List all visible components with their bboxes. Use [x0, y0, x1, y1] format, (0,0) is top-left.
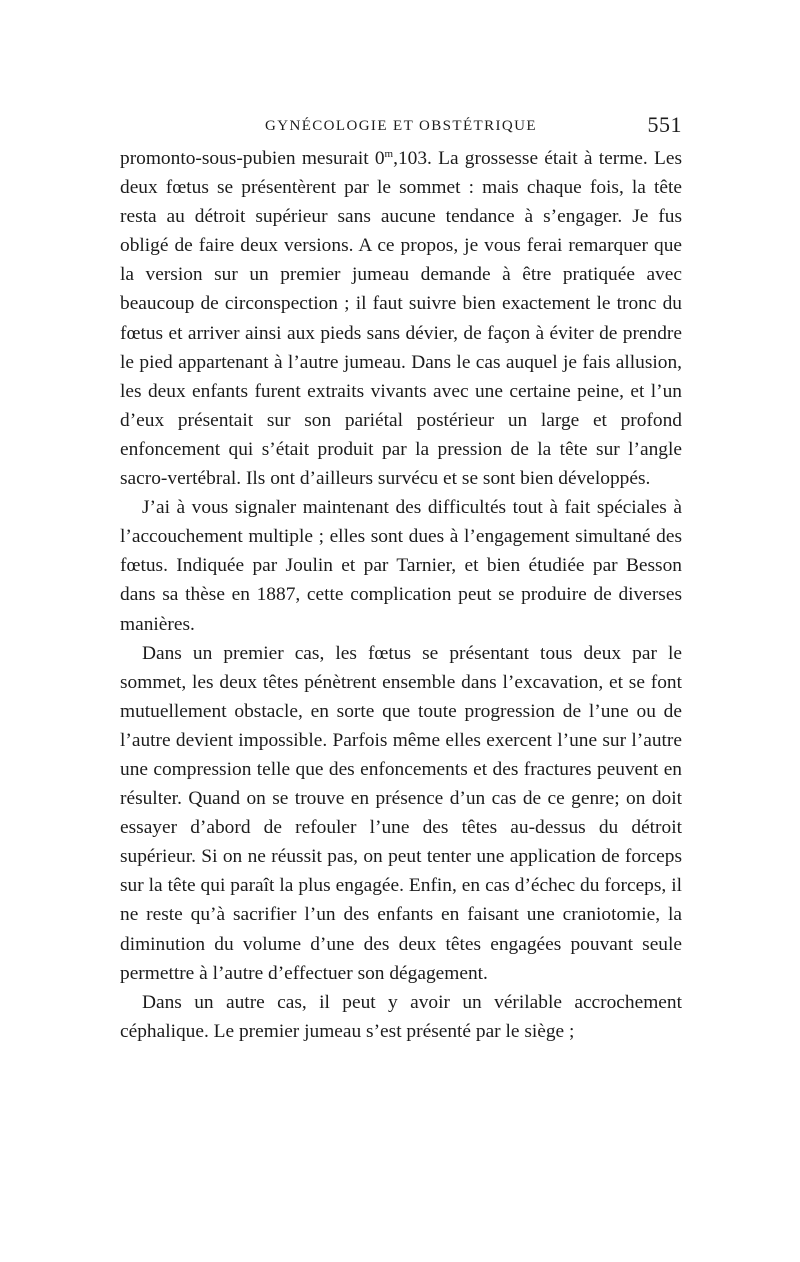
page-number: 551 — [647, 112, 682, 137]
running-header — [120, 112, 682, 142]
body-text — [120, 144, 682, 1046]
paragraph-2: J’ai à vous signaler maintenant des difficultés tout à fait spéciales à l’accouchement multiple ; elles sont dues à l’engagement simultané des fœtus. Indiquée par Joulin et par Tarnier, et bien étudiée par Besson dans sa thèse en 1887, cette complication peut se produire de diverses manières. — [120, 497, 682, 635]
paragraph-1 — [120, 144, 682, 493]
meter-superscript: m — [384, 148, 394, 160]
paragraph-4: Dans un autre cas, il peut y avoir un vérilable accrochement céphalique. Le premier jumeau s’est présenté par le siège ; — [120, 991, 682, 1042]
header-title: GYNÉCOLOGIE ET OBSTÉTRIQUE — [265, 118, 537, 134]
paragraph-3: Dans un premier cas, les fœtus se présentant tous deux par le sommet, les deux têtes pénètrent ensemble dans l’excavation, et se font mutuellement obstacle, en sorte que toute progression de l’une ou de l’autre devient impossible. Parfois même elles exercent l’une sur l’autre une compression telle que des enfoncements et des fractures peuvent en résulter. Quand on se trouve en présence d’un cas de ce genre; on doit essayer d’abord de refouler l’une des têtes au-dessus du détroit supérieur. Si on ne réussit pas, on peut tenter une application de forceps sur la tête qui paraît la plus engagée. Enfin, en cas d’échec du forceps, il ne reste qu’à sacrifier l’un des enfants en faisant une craniotomie, la diminution du volume d’une des deux têtes engagées pouvant seule permettre à l’autre d’effectuer son dégagement. — [120, 642, 682, 984]
paragraph-1-start: promonto-sous-pubien mesurait 0 — [120, 148, 385, 169]
paragraph-1-rest: ,103. La grossesse était à terme. Les deux fœtus se présentèrent par le sommet : mais chaque fois, la tête resta au détroit supérieur sans aucune tendance à s’engager. Je fus obligé de faire deux versions. A ce propos, je vous ferai remarquer que la version sur un premier jumeau demande à être pratiquée avec beaucoup de circonspection ; il faut suivre bien exactement le tronc du fœtus et arriver ainsi aux pieds sans dévier, de façon à éviter de prendre le pied appartenant à l’autre jumeau. Dans le cas auquel je fais allusion, les deux enfants furent extraits vivants avec une certaine peine, et l’un d’eux présentait sur son pariétal postérieur un large et profond enfoncement qui s’était produit par la pression de la tête sur l’angle sacro-vertébral. Ils ont d’ailleurs survécu et se sont bien développés. — [120, 148, 682, 490]
